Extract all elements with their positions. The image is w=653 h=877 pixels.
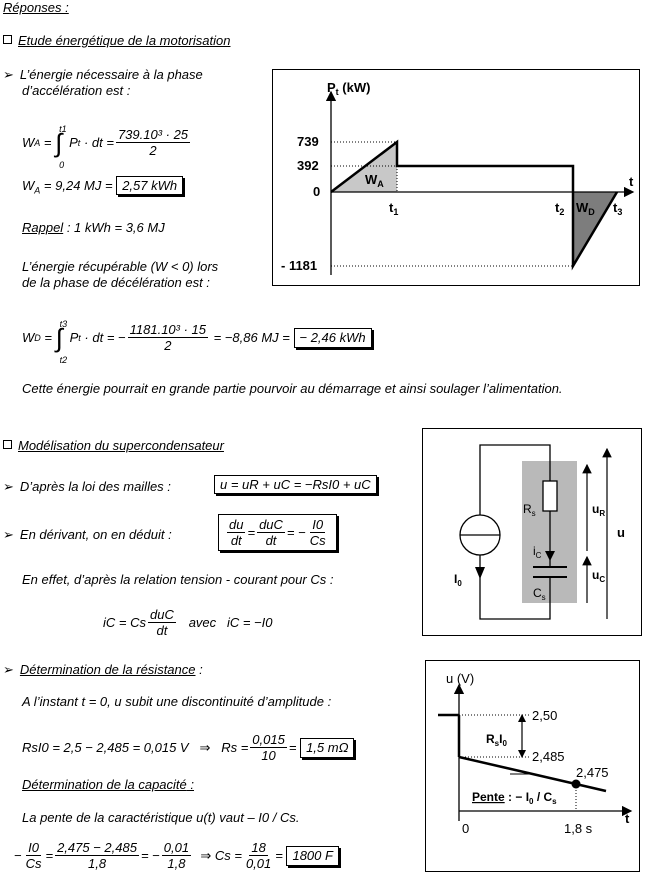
u-x-label: t xyxy=(625,811,630,826)
pente-label: Pente : − $I_0 / C_s$ xyxy=(472,790,557,806)
area-wd-label: $W_D$ xyxy=(576,200,595,217)
label-2-475: 2,475 xyxy=(576,765,609,780)
relation-text: En effet, d’après la relation tension - courant pour Cs : xyxy=(22,572,334,587)
derive-box: $\frac{du}{dt}$ = $\frac{\text{duC}}{dt}$ = − $\frac{I0}{Cs}$ xyxy=(218,514,337,551)
arrow-bullet-icon: ➢ xyxy=(3,662,14,677)
decel-result-box: − 2,46 kWh xyxy=(294,328,372,348)
mailles-box: u = uR + uC = −RsI0 + uC xyxy=(214,477,377,493)
derive-text: ➢ En dérivant, on en déduit : xyxy=(3,527,172,542)
arrow-bullet-icon: ➢ xyxy=(3,479,14,494)
i0-arrow xyxy=(475,567,485,579)
accel-fraction: $\frac{\text{739.10³ · 25}}{2}$ xyxy=(117,127,189,158)
capa-text: La pente de la caractéristique u(t) vaut – I0 / Cs. xyxy=(22,810,300,825)
power-chart-panel xyxy=(272,69,640,286)
y-axis-label: $P_t$ (kW) xyxy=(327,80,371,97)
uc-label: $u_C$ xyxy=(592,568,606,584)
accel-result: $W_A = 9,24$ MJ = 2,57 kWh xyxy=(22,178,183,199)
i0-label: $I_0$ xyxy=(454,572,462,588)
cs-label: $C_s$ xyxy=(533,586,546,602)
decel-fraction: $\frac{\text{1181.10³ · 15}}{2}$ xyxy=(129,322,206,353)
circuit-diagram xyxy=(423,429,641,635)
point-1-8s xyxy=(572,780,581,789)
arrow-bullet-icon: ➢ xyxy=(3,67,14,82)
area-wa-label: $W_A$ xyxy=(365,172,384,189)
voltage-chart-panel xyxy=(425,660,640,872)
rappel: Rappel : 1 kWh = 3,6 MJ xyxy=(22,220,165,235)
section-supercap-title: Modélisation du supercondensateur xyxy=(3,438,224,454)
accel-intro: ➢ L’énergie nécessaire à la phase xyxy=(3,67,203,82)
x-axis-label: t xyxy=(629,174,634,189)
tick-392: 392 xyxy=(297,158,319,173)
relation-equation: iC = Cs $\frac{\text{duC}}{dt}$ avec iC = −I0 xyxy=(103,607,273,638)
decel-intro-1: L’énergie récupérable (W < 0) lors xyxy=(22,259,219,274)
conclusion: Cette énergie pourrait en grande partie pourvoir au démarrage et ainsi soulager l’alimentation. xyxy=(22,381,563,396)
section-capacity-title: Détermination de la capacité : xyxy=(22,777,194,792)
label-2-485: 2,485 xyxy=(532,749,565,764)
tick-t3: $t_3$ xyxy=(613,200,623,217)
capa-equation: − $\frac{I0}{Cs}$ = $\frac{2,475 - 2,485}{1,8}$ = − $\frac{0,01}{1,8}$ ⇒ Cs = $\frac{18}{0,01}$ = 1800 F xyxy=(14,840,339,871)
u-label: u xyxy=(617,525,625,540)
resist-result-box: 1,5 mΩ xyxy=(300,738,354,758)
decel-intro-2: de la phase de décélération est : xyxy=(22,275,210,290)
rs-label: $R_s$ xyxy=(523,502,536,518)
integral-symbol: ∫ t3 t2 xyxy=(55,318,68,365)
page-title: Réponses : xyxy=(3,0,69,15)
tick-739: 739 xyxy=(297,134,319,149)
mailles-text: ➢ D’après la loi des mailles : xyxy=(3,479,171,494)
tick-t1: $t_1$ xyxy=(389,200,399,217)
section-resistance-title: ➢ Détermination de la résistance : xyxy=(3,662,203,677)
square-bullet-icon xyxy=(3,440,12,449)
accel-equation: W A = ∫ t1 0 P t · dt = $\frac{\text{739.10³ · 25}}{2}$ xyxy=(22,123,189,170)
accel-intro-2: d’accélération est : xyxy=(22,83,131,98)
ic-label: $i_C$ xyxy=(533,544,542,560)
power-chart xyxy=(273,70,639,285)
label-1-8s: 1,8 s xyxy=(564,821,593,836)
tick-minus-1181: - 1181 xyxy=(281,258,318,273)
power-curve xyxy=(331,142,617,266)
resist-text: A l’instant t = 0, u subit une discontinuité d’amplitude : xyxy=(22,694,332,709)
arrow-bullet-icon: ➢ xyxy=(3,527,14,542)
tick-t2: $t_2$ xyxy=(555,200,565,217)
accel-result-box: 2,57 kWh xyxy=(116,176,183,195)
square-bullet-icon xyxy=(3,35,12,44)
voltage-chart xyxy=(426,661,639,871)
decel-equation: W D = ∫ t3 t2 P t · dt = − $\frac{\text{1181.10³ · 15}}{2}$ = −8,86 MJ = − 2,46 kWh xyxy=(22,322,372,353)
u-y-label: u (V) xyxy=(446,671,475,686)
circuit-panel xyxy=(422,428,642,636)
integral-symbol: ∫ t1 0 xyxy=(55,123,67,170)
label-2-50: 2,50 xyxy=(532,708,558,723)
label-zero: 0 xyxy=(462,821,470,836)
resist-equation: RsI0 = 2,5 − 2,485 = 0,015 V ⇒ Rs = $\frac{0,015}{10}$ = 1,5 mΩ xyxy=(22,732,354,763)
tick-0: 0 xyxy=(313,184,321,199)
resistor-rs xyxy=(543,481,557,511)
section-energy-title: Etude énergétique de la motorisation xyxy=(3,33,230,49)
capa-result-box: 1800 F xyxy=(286,846,338,866)
rsi0-label: $R_sI_0$ xyxy=(486,732,507,748)
ur-label: $u_R$ xyxy=(592,502,606,518)
